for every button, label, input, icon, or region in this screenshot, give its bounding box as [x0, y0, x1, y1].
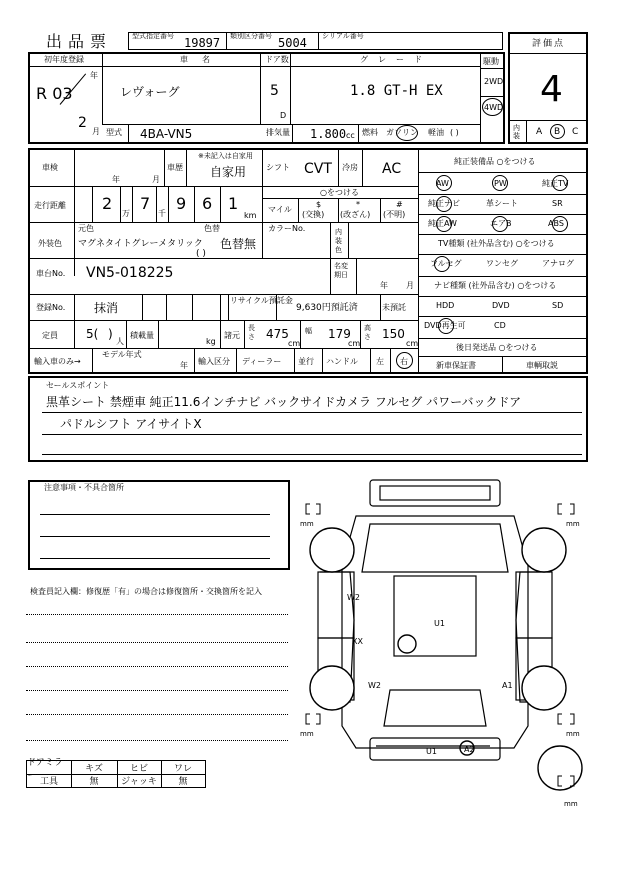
- sales-point-line-1: 黒革シート 禁煙車 純正11.6インチナビ バックサイドカメラ フルセグ パワーバックドア: [46, 395, 522, 409]
- usage-label: 車歴: [167, 163, 183, 172]
- year-unit: 年: [90, 71, 98, 80]
- grade-value: 1.8 GT-H EX: [350, 83, 443, 99]
- score-label: 評価点: [532, 39, 566, 49]
- details-table: [28, 148, 588, 374]
- width-value: 179: [328, 327, 351, 341]
- interior-b-circle: [550, 124, 565, 139]
- sales-point-line-2: パドルシフト アイサイトX: [60, 417, 202, 431]
- equip-airbag: エアB: [490, 219, 512, 228]
- form-no-label: 型式指定番号: [132, 32, 174, 40]
- mileage-sen-unit: 千: [158, 209, 166, 218]
- tool-label-tools: 工具: [39, 777, 58, 787]
- score-box: [508, 32, 588, 144]
- equip-airbag-circle: [492, 216, 508, 232]
- equip-abs-circle: [552, 216, 568, 232]
- interior-label: 内装: [513, 124, 520, 140]
- genuine-label: 純正装備品 ○をつける: [454, 157, 536, 166]
- mileage-digit-5: 1: [228, 194, 239, 213]
- capacity-unit: 人: [116, 337, 124, 346]
- load-label: 積載量: [130, 331, 154, 340]
- capacity-close: ): [108, 327, 113, 341]
- mileage-digit-2: 7: [140, 194, 151, 213]
- handle-label: ハンドル: [326, 357, 358, 366]
- class-no: 5004: [278, 36, 307, 50]
- width-unit: cm: [348, 339, 361, 348]
- notes-label: 注意事項・不具合箇所: [44, 483, 124, 492]
- model-year-label: モデル年式: [102, 350, 142, 359]
- height-label: 高さ: [364, 324, 371, 341]
- drive-4wd: 4WD: [484, 103, 504, 112]
- equip-genuine-navi-circle: [436, 196, 452, 212]
- mm-label: mm: [564, 800, 578, 808]
- displacement-label: 排気量: [266, 128, 290, 137]
- repaint-label: 色替: [204, 224, 220, 233]
- header-row: [28, 32, 503, 50]
- equip-genuine-tv-circle: [552, 175, 568, 191]
- repaint-value: 色替無: [220, 237, 257, 251]
- handle-left: 左: [376, 357, 384, 366]
- model-label: 型式: [106, 128, 122, 137]
- navi-hdd: HDD: [436, 301, 455, 310]
- name-change-year: 年: [380, 281, 388, 290]
- tool-label-jack: ジャッキ: [121, 777, 157, 787]
- notes-box: [28, 480, 290, 570]
- equip-genuine-aw: 純正AW: [428, 219, 457, 228]
- mileage-dollar: $: [316, 200, 322, 209]
- fuel-diesel: 軽油: [428, 128, 444, 137]
- tv-fullseg-circle: [434, 256, 450, 272]
- doors-value: 5: [270, 83, 279, 99]
- interior-b: B: [554, 127, 561, 137]
- navi-sd: SD: [552, 301, 564, 310]
- tool-header-scratch: キズ: [85, 764, 103, 774]
- damage-xx: XX: [352, 637, 363, 646]
- damage-w2-bottom: W2: [368, 681, 381, 690]
- name-change-month: 月: [406, 281, 414, 290]
- fuel-other: ( ): [450, 128, 459, 137]
- length-label: 長さ: [248, 324, 255, 341]
- score-value: 4: [540, 69, 563, 110]
- handle-right-circle: [396, 352, 413, 369]
- tv-analog: アナログ: [542, 259, 574, 268]
- mileage-circle-note: ○をつける: [320, 188, 359, 197]
- door-type: D: [280, 111, 287, 120]
- recycle-value: 9,630円預託済: [296, 303, 358, 313]
- fuel-gasoline: ガソリン: [386, 128, 418, 137]
- month-unit: 月: [92, 127, 100, 136]
- damage-a2: A2: [464, 745, 475, 754]
- mileage-label: 走行距離: [34, 201, 66, 210]
- grade-label: グレード: [360, 55, 432, 64]
- tool-header-door-mirror: ドアミラー: [27, 757, 63, 781]
- tool-header-break: ワレ: [173, 764, 192, 774]
- inspector-label: 検査員記入欄：修復歴「有」の場合は修復箇所・交換箇所を記入: [30, 587, 262, 596]
- dim-label: 諸元: [224, 331, 240, 340]
- height-unit: cm: [406, 339, 419, 348]
- damage-u1-top: U1: [434, 619, 445, 628]
- later-warranty: 新車保証書: [436, 361, 476, 370]
- interior-a: A: [536, 127, 543, 137]
- name-change-label: 名変期日: [334, 262, 348, 279]
- form-title: 出品票: [46, 32, 113, 51]
- mileage-tampered: (改ざん): [340, 210, 371, 219]
- equip-leather: 革シート: [486, 199, 518, 208]
- drive-2wd: 2WD: [484, 77, 504, 86]
- navi-dvd: DVD: [492, 301, 510, 310]
- handle-right: 右: [400, 357, 408, 366]
- model-year-unit: 年: [180, 361, 188, 370]
- first-reg-era: R 03: [36, 84, 73, 103]
- sales-point-label: セールスポイント: [46, 381, 110, 390]
- orig-color: マグネタイトグレーメタリック: [78, 239, 203, 249]
- length-value: 475: [266, 327, 289, 341]
- aircon-label: 冷房: [342, 163, 358, 172]
- navi-cd: CD: [494, 321, 506, 330]
- later-manual: 車輌取説: [526, 361, 558, 370]
- damage-a1: A1: [502, 681, 513, 690]
- first-reg-month: 2: [78, 115, 87, 131]
- mm-label: mm: [566, 520, 580, 528]
- class-no-label: 類別区分番号: [230, 32, 272, 40]
- parallel-label: 並行: [298, 357, 314, 366]
- displacement-value: 1.800: [310, 127, 347, 141]
- mm-label: mm: [300, 520, 314, 528]
- navi-dvd-playback: DVD再生可: [424, 321, 466, 330]
- tool-value-tools: 無: [89, 777, 99, 787]
- fuel-label: 燃料: [362, 128, 378, 137]
- interior-color-label: 内装色: [335, 228, 342, 254]
- tv-oneseg: ワンセグ: [486, 259, 518, 268]
- color-label: 外装色: [38, 239, 62, 248]
- reg-label: 登録No.: [36, 303, 66, 312]
- sales-point-box: [28, 376, 588, 462]
- later-label: 後日発送品 ○をつける: [456, 343, 538, 352]
- car-info-block: [28, 52, 505, 144]
- dealer-label: ディーラー: [242, 357, 282, 366]
- tv-label: TV種類 (社外品含む) ○をつける: [438, 239, 555, 248]
- mm-label: mm: [300, 730, 314, 738]
- mileage-asterisk: *: [356, 200, 360, 209]
- usage-note: ※未記入は自家用: [198, 152, 253, 160]
- shaken-year: 年: [112, 175, 120, 184]
- car-name-label: 車名: [180, 55, 224, 64]
- car-name: レヴォーグ: [120, 85, 180, 99]
- aircon-value: AC: [382, 161, 402, 177]
- fuel-gasoline-circle: [396, 125, 418, 141]
- mileage-digit-4: 6: [202, 194, 213, 213]
- shift-value: CVT: [304, 161, 332, 177]
- tool-value-jack: 無: [178, 777, 188, 787]
- reg-value: 抹消: [94, 301, 119, 315]
- load-kg: kg: [206, 337, 216, 346]
- recycle-unpaid: 未預託: [382, 303, 406, 312]
- mileage-man-unit: 万: [122, 209, 130, 218]
- equip-pw-circle: [492, 175, 508, 191]
- mm-label: mm: [566, 730, 580, 738]
- mileage-digit-3: 9: [176, 194, 187, 213]
- navi-label: ナビ種類 (社外品含む) ○をつける: [434, 281, 557, 290]
- tv-fullseg: フルセグ: [430, 259, 462, 268]
- equip-genuine-navi: 純正ナビ: [428, 199, 460, 208]
- equip-genuine-tv: 純正TV: [542, 179, 569, 188]
- equip-abs: ABS: [548, 219, 564, 228]
- shift-label: シフト: [266, 163, 290, 172]
- tool-table: [26, 757, 206, 788]
- length-unit: cm: [288, 339, 301, 348]
- mileage-exchange: (交換): [302, 210, 325, 219]
- cc-unit: cc: [346, 131, 355, 140]
- mileage-digit-1: 2: [102, 194, 113, 213]
- orig-color-label: 元色: [78, 224, 94, 233]
- equip-aw: AW: [436, 179, 449, 188]
- equip-pw: PW: [494, 179, 507, 188]
- recycle-label: リサイクル預託金: [230, 296, 293, 305]
- chassis-value: VN5-018225: [86, 265, 174, 281]
- shaken-label: 車検: [42, 163, 58, 172]
- model-value: 4BA-VN5: [140, 127, 193, 141]
- capacity-value: 5(: [86, 327, 99, 341]
- serial-label: シリアル番号: [322, 32, 364, 40]
- usage-value: 自家用: [210, 165, 247, 179]
- color-no-label: カラーNo.: [268, 224, 306, 233]
- damage-w2-top: W2: [347, 593, 360, 602]
- interior-c: C: [572, 127, 579, 137]
- height-value: 150: [382, 327, 405, 341]
- width-label: 幅: [305, 327, 312, 335]
- equip-sr: SR: [552, 199, 563, 208]
- navi-dvd-playback-circle: [438, 318, 454, 334]
- equip-genuine-aw-circle: [436, 216, 452, 232]
- import-label: 輸入車のみ→: [34, 357, 81, 366]
- shaken-month: 月: [152, 175, 160, 184]
- drive-4wd-circle: [482, 98, 503, 116]
- tool-header-crack: ヒビ: [129, 764, 148, 774]
- chassis-label: 車台No.: [36, 269, 66, 278]
- equip-aw-circle: [436, 175, 452, 191]
- mileage-hash: #: [396, 200, 403, 209]
- repaint-paren: ( ): [196, 249, 206, 259]
- drive-label: 駆動: [483, 57, 499, 66]
- mileage-km-unit: km: [244, 211, 257, 220]
- first-reg-label: 初年度登録: [44, 55, 84, 64]
- capacity-label: 定員: [42, 331, 58, 340]
- mileage-unknown: (不明): [383, 210, 406, 219]
- doors-label: ドア数: [265, 55, 289, 64]
- car-damage-diagram: [300, 476, 610, 816]
- mile-label: マイル: [268, 205, 292, 214]
- damage-u1-bottom: U1: [426, 747, 437, 756]
- form-no: 19897: [184, 36, 221, 50]
- import-class-label: 輸入区分: [198, 357, 230, 366]
